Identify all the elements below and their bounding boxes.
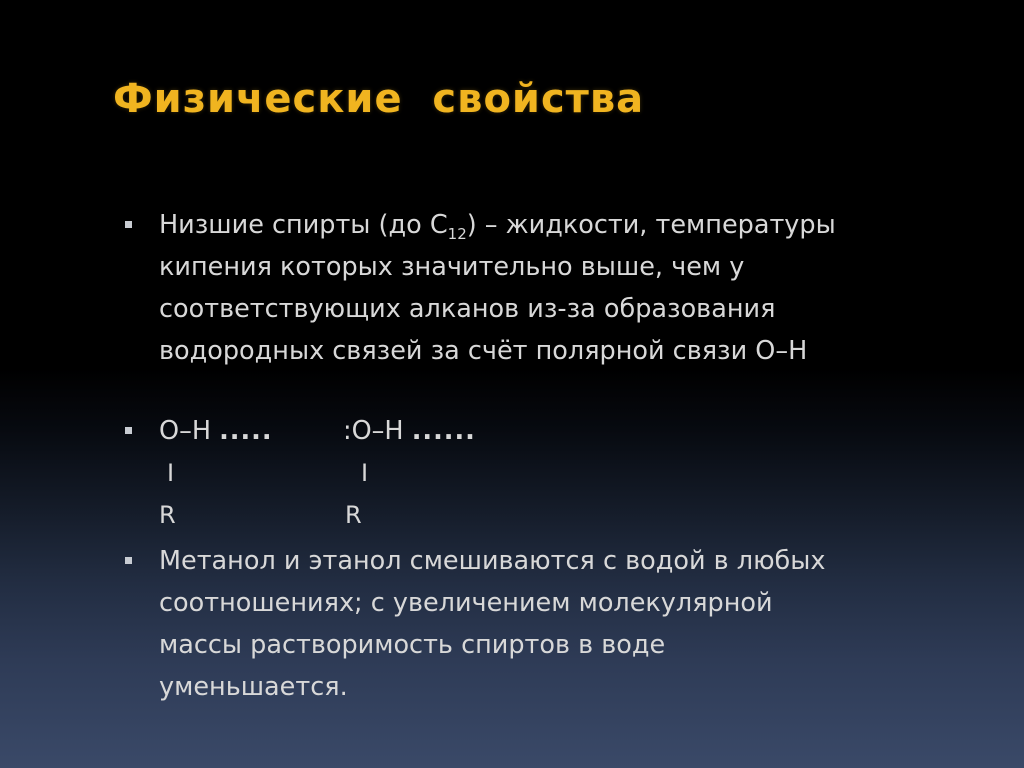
bullet-line: соотношениях; с увеличением молекулярной: [159, 588, 773, 618]
bullet-line: уменьшается.: [159, 672, 348, 702]
bullet-line: Метанол и этанол смешиваются с водой в любых: [159, 546, 826, 576]
bond-label: О–Н: [159, 416, 211, 446]
bond-bar-right: I: [361, 459, 369, 487]
slide-content: [122, 204, 972, 708]
bond-dots: ......: [411, 416, 476, 446]
bond-bar-left: I: [167, 459, 175, 487]
bullet-item: [122, 204, 972, 372]
bullet-marker: [125, 557, 132, 564]
bullet-line: кипения которых значительно выше, чем у: [159, 252, 745, 282]
bullet-marker: [125, 427, 132, 434]
hydrogen-bond-formula: [159, 410, 972, 452]
bullet-line: соответствующих алканов из-за образования: [159, 294, 776, 324]
radical-left: R: [159, 501, 176, 529]
slide-title: Физические свойства: [113, 76, 645, 122]
bullet-line: водородных связей за счёт полярной связи О–Н: [159, 336, 808, 366]
bullet-text: Низшие спирты (до С: [159, 210, 448, 240]
formula-right: [343, 410, 476, 452]
bullet-line: массы растворимость спиртов в воде: [159, 630, 666, 660]
bullet-line: [159, 204, 972, 246]
formula-left: [159, 410, 343, 452]
bond-bars: [159, 452, 972, 494]
subscript: 12: [447, 225, 467, 243]
bullet-marker: [125, 221, 132, 228]
bond-dots: .....: [219, 416, 273, 446]
radical-right: R: [345, 501, 362, 529]
radicals: [159, 494, 972, 536]
bullet-item: [122, 410, 972, 536]
bond-label: :О–Н: [343, 416, 404, 446]
bullet-item: [122, 540, 972, 708]
bullet-text: ) – жидкости, температуры: [466, 210, 836, 240]
